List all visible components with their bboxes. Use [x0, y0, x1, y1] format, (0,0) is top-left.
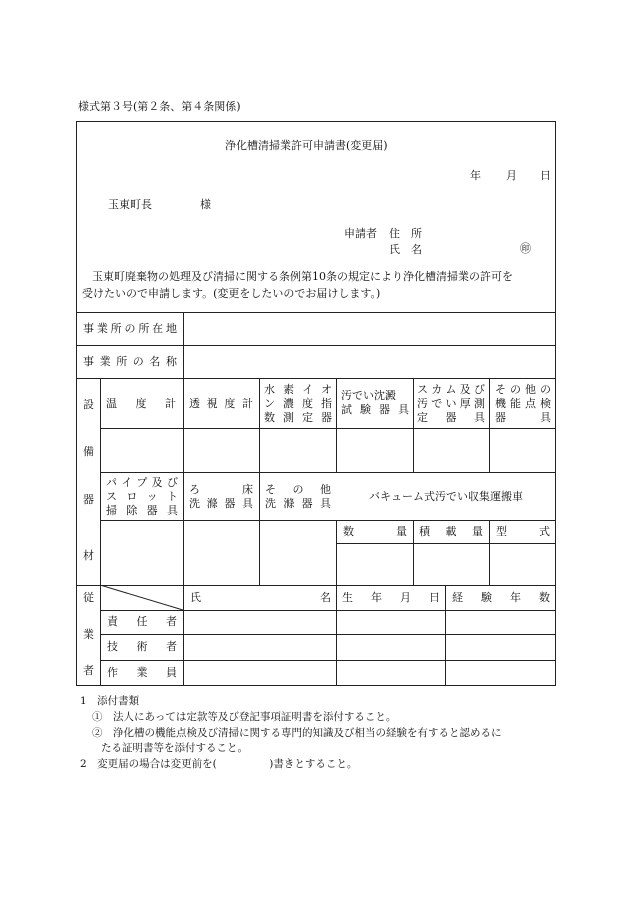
staff-name-header-right: 名 — [320, 591, 331, 604]
equipment-label-1: 設 — [83, 398, 94, 411]
note-attachment-b-cont: たる証明書等を添付すること。 — [101, 742, 248, 754]
addressee-name: 玉東町長 — [108, 198, 152, 211]
vacuum-truck-header: バキューム式汚でい収集運搬車 — [369, 490, 523, 503]
scum-thickness-header: スカム及び 汚でい厚測 定器具 — [417, 383, 485, 424]
applicant-name-label: 氏 名 — [389, 243, 422, 256]
model-header: 型式 — [496, 525, 550, 538]
staff-row-technician: 技術者 — [107, 640, 177, 653]
equipment-label-4: 材 — [83, 549, 94, 562]
other-inspection-header: その他の 機能点検 器具 — [495, 383, 551, 424]
staff-row-worker: 作業員 — [107, 666, 177, 679]
date-day: 日 — [540, 169, 551, 182]
statement-line-1: 玉東町廃棄物の処理及び清掃に関する条例第10条の規定により浄化槽清掃業の許可を — [92, 270, 513, 283]
equipment-label-2: 備 — [83, 445, 94, 458]
addressee-honorific: 様 — [200, 198, 211, 211]
form-number: 様式第３号(第２条、第４条関係) — [78, 100, 241, 113]
pipe-cleaning-header: パイプ及び スロット 掃除器具 — [106, 476, 178, 517]
staff-name-header-left: 氏 — [190, 591, 201, 604]
applicant-label: 申請者 — [344, 227, 377, 240]
applicant-address-label: 住 所 — [389, 227, 422, 240]
note-attachments: 1 添付書類 — [80, 695, 140, 707]
statement-line-2: 受けたいので申請します。(変更をしたいのでお届けします。) — [82, 287, 381, 300]
filter-bed-washer-header: ろ 床 洗滌器具 — [189, 483, 253, 510]
staff-label-3: 者 — [83, 664, 94, 677]
office-name-label: 事業所の名称 — [83, 355, 177, 368]
load-capacity-header: 積載量 — [419, 525, 483, 538]
birth-date-header: 生年月日 — [342, 591, 440, 604]
office-location-label: 事業所の所在地 — [83, 322, 177, 335]
staff-row-manager: 責任者 — [107, 615, 177, 628]
thermometer-header: 温 度 計 — [106, 397, 176, 410]
note-attachment-a: ① 法人にあっては定款等及び登記事項証明書を添付すること。 — [92, 711, 397, 723]
note-attachment-b: ② 浄化槽の機能点検及び清掃に関する専門的知識及び相当の経験を有すると認めるに — [92, 727, 502, 739]
sludge-settling-header: 汚でい沈澱 試験器具 — [341, 389, 409, 416]
staff-label-2: 業 — [83, 628, 94, 641]
equipment-label-3: 器 — [83, 493, 94, 506]
date-year: 年 — [470, 169, 481, 182]
experience-years-header: 経験年数 — [452, 591, 550, 604]
seal-mark: ㊞ — [520, 242, 531, 255]
transparency-meter-header: 透視度計 — [189, 397, 253, 410]
other-washer-header: その他 洗滌器具 — [265, 483, 331, 510]
diagonal-slash — [100, 585, 184, 611]
note-change-notice: 2 変更届の場合は変更前を( )書きとすること。 — [80, 758, 358, 770]
date-month: 月 — [506, 169, 517, 182]
ph-meter-header: 水素イオ ン濃度指 数測定器 — [264, 383, 332, 424]
form-title: 浄化槽清掃業許可申請書(変更届) — [225, 139, 388, 152]
staff-label-1: 従 — [83, 591, 94, 604]
quantity-header: 数量 — [343, 525, 407, 538]
